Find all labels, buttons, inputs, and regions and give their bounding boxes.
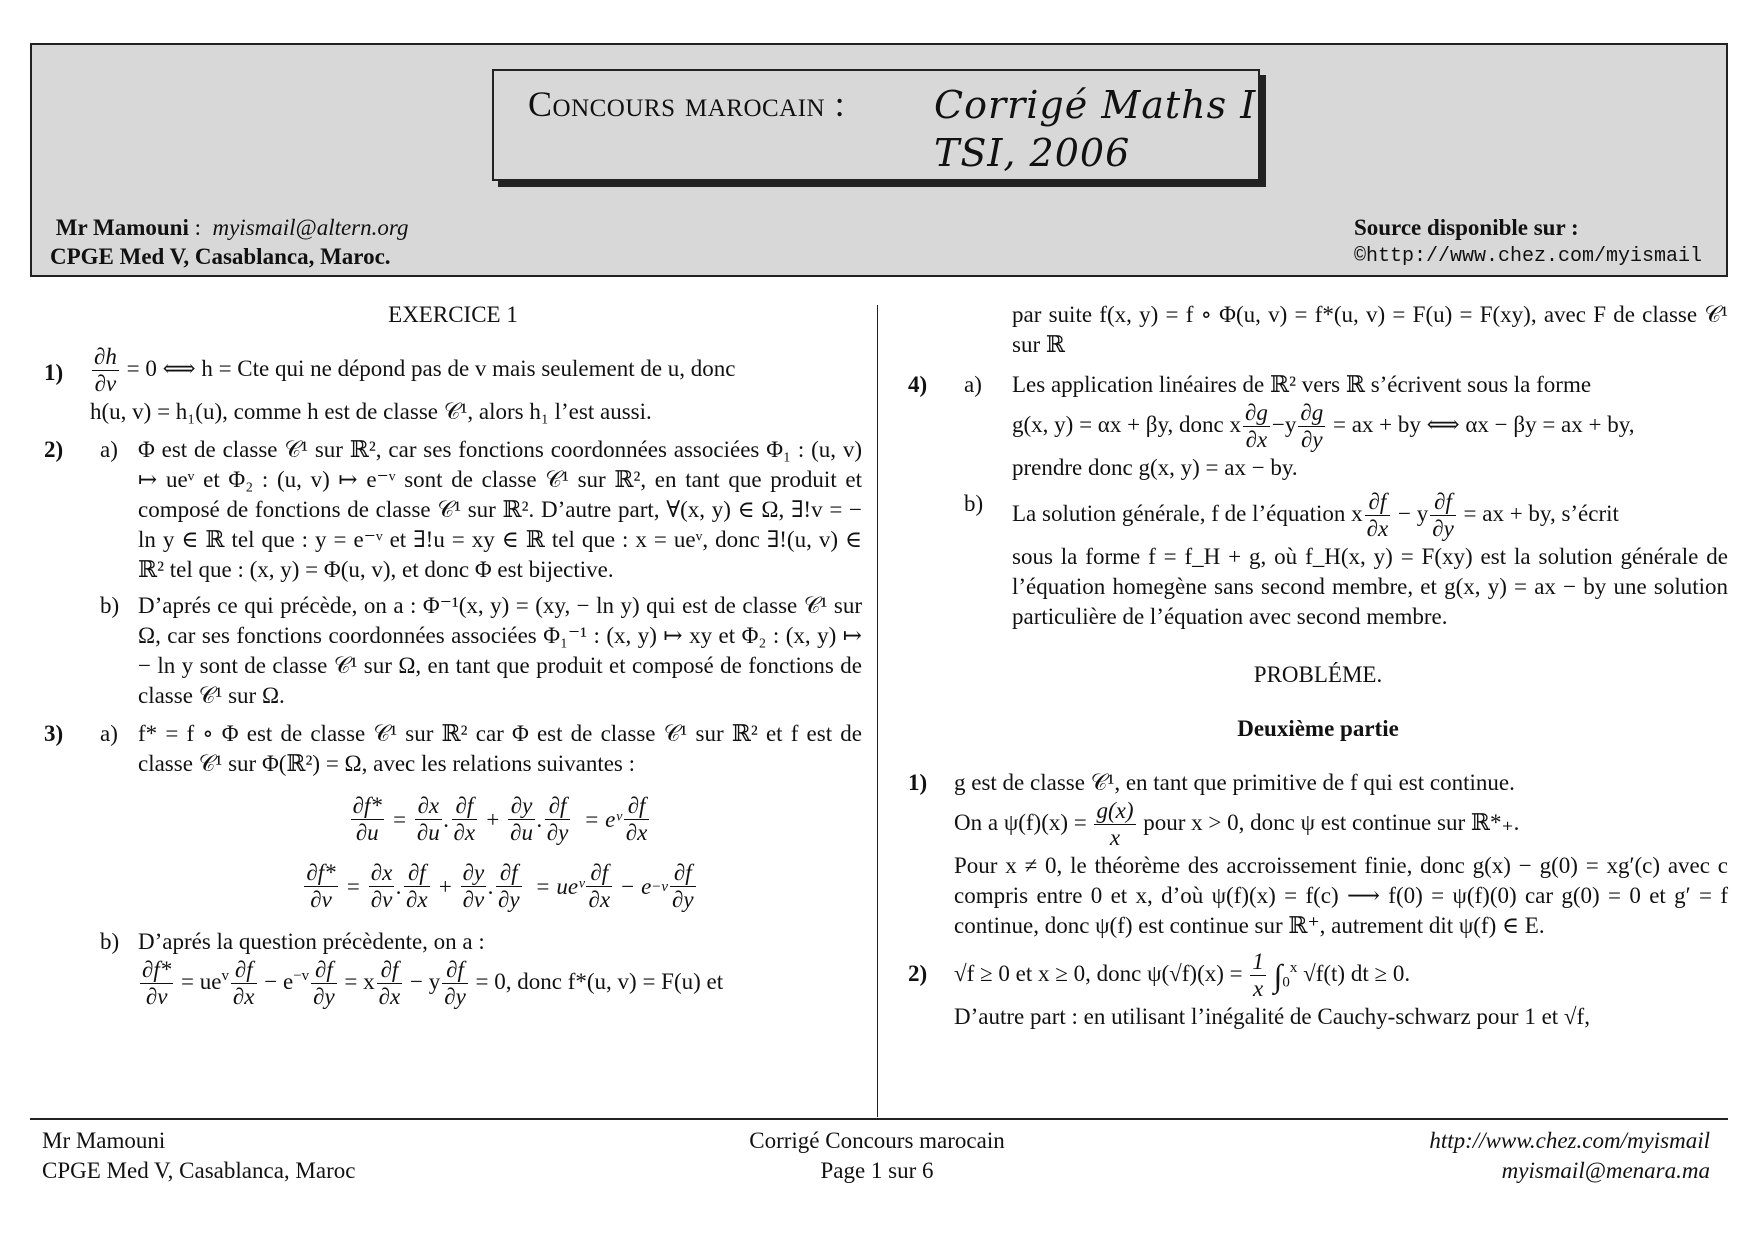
continuation-text: par suite f(x, y) = f ∘ Φ(u, v) = f*(u, v) = F(u) = F(xy), avec F de classe 𝒞¹ sur ℝ xyxy=(1012,302,1728,357)
p2-text-line1: √f ≥ 0 et x ≥ 0, donc ψ(√f)(x) = xyxy=(954,960,1243,986)
question-4a xyxy=(954,370,1728,483)
q1-text-line2: h(u, v) = h₁(u), comme h est de classe 𝒞¹, alors h₁ l’est aussi. xyxy=(90,399,652,424)
question-4b xyxy=(954,489,1728,632)
sub-label: b) xyxy=(964,491,984,516)
author-block: Mr Mamouni : myismail@altern.org CPGE Med V, Casablanca, Maroc. xyxy=(50,215,409,269)
q4a-formula: g(x, y) = αx + βy, donc x $\frac{\partial g}{\partial x}$ −y $\frac{\partial g}{\partial y}$ = ax + by ⟺ αx − βy = ax + by, xyxy=(1012,400,1635,452)
sub-label: a) xyxy=(964,372,982,397)
author-email[interactable]: myismail@altern.org xyxy=(212,215,409,240)
q4b-text-line3: sous la forme f = f_H + g, où f_H(x, y) = F(xy) est la solution générale de l’équation homegène sans second membre, et g(x, y) = ax − by une solution particulière de l’équation avec second membre. xyxy=(1012,544,1728,629)
title-competition: Concours marocain : xyxy=(528,84,846,124)
p2-text-line3: D’autre part : en utilisant l’inégalité de Cauchy-schwarz pour 1 et √f, xyxy=(954,1004,1590,1029)
question-3a xyxy=(90,719,862,913)
question-2b xyxy=(90,591,862,711)
title-box xyxy=(492,69,1260,181)
column-divider xyxy=(877,305,878,1117)
q4b-text-line1: La solution générale, f de l’équation x xyxy=(1012,500,1363,526)
right-column xyxy=(908,300,1728,1040)
question-number: 1) xyxy=(44,360,64,385)
q4a-text-line2: g(x, y) = αx + βy, donc x xyxy=(1012,411,1241,437)
footer-doc-title: Corrigé Concours marocain xyxy=(749,1128,1005,1153)
footer-rule xyxy=(30,1118,1728,1120)
title-subject-line2: TSI, 2006 xyxy=(934,131,1131,175)
title-subject xyxy=(934,81,1256,177)
footer-email[interactable]: myismail@menara.ma xyxy=(1501,1158,1710,1183)
q3b-text-line1: D’aprés la question précèdente, on a : xyxy=(138,929,485,954)
sub-label: a) xyxy=(100,721,118,746)
p2-formula: √f ≥ 0 et x ≥ 0, donc ψ(√f)(x) = $\frac{1}{x}$ $\int_0^x$ √f(t) dt ≥ 0. xyxy=(954,949,1411,1001)
question-2a xyxy=(90,435,862,585)
fraction-dh-dv: $\frac{\partial h}{\partial v}$ xyxy=(94,344,117,396)
q3b-formula: $\frac{\partial f*}{\partial v}$ = $ue^v$ $\frac{\partial f}{\partial x}$ − $e^{-v}$ $\frac{\partial f}{\partial y}$ = x $\frac{\partial f}{\partial x}$ − y $\frac{\partial f}{\partial y}$ = 0, donc f*(u, v) = F(u) et xyxy=(142,957,724,1009)
question-number: 2) xyxy=(44,437,64,462)
equation-2: $\frac{\partial f*}{\partial v}$ = $\frac{\partial x}{\partial v}$ . $\frac{\partial f}{\partial x}$ + $\frac{\partial y}{\partial v}$ . $\frac{\partial f}{\partial y}$ = ueᵛ $\frac{\partial f}{\partial x}$ − e −v $\frac{\partial f}{\partial y}$ xyxy=(306,860,694,912)
author-name: Mr Mamouni xyxy=(55,215,189,240)
p1-text-line3: pour x > 0, donc ψ est continue sur ℝ*₊. xyxy=(1143,809,1520,835)
question-4 xyxy=(908,370,1728,632)
q4b-text-line2: = ax + by, s’écrit xyxy=(1463,500,1619,526)
question-1 xyxy=(44,344,862,427)
q3b-text-line2: = 0, donc f*(u, v) = F(u) et xyxy=(475,968,724,994)
footer-url[interactable]: http://www.chez.com/myismail xyxy=(1429,1128,1710,1153)
eq1-rhs: = eᵛ xyxy=(583,806,622,832)
eq2-rhs: = ueᵛ xyxy=(535,873,585,899)
q4a-text-line4: prendre donc g(x, y) = ax − by. xyxy=(1012,455,1298,480)
footer-page-number: Page 1 sur 6 xyxy=(820,1158,934,1183)
q1-text-line1: = 0 ⟺ h = Cte qui ne dépond pas de v mais seulement de u, donc xyxy=(126,355,736,381)
p2-text-line2: √f(t) dt ≥ 0. xyxy=(1303,960,1411,986)
q2b-text: D’aprés ce qui précède, on a : Φ⁻¹(x, y) = (xy, − ln y) qui est de classe 𝒞¹ sur Ω, car ses fonctions coordonnées associées Φ₁⁻¹ : (x, y) ↦ xy et Φ₂ : (x, y) ↦ − ln y sont de classe 𝒞¹ sur Ω, en tant que produit et composé de fonctions de classe 𝒞¹ sur Ω. xyxy=(138,593,862,708)
footer-author: Mr Mamouni xyxy=(42,1128,166,1153)
institution: CPGE Med V, Casablanca, Maroc. xyxy=(50,244,391,269)
sub-label: a) xyxy=(100,437,118,462)
question-3b xyxy=(90,927,862,1010)
question-number: 3) xyxy=(44,721,64,746)
p1-text-line2: On a ψ(f)(x) = xyxy=(954,809,1087,835)
source-block xyxy=(1354,213,1702,271)
q4a-text-line1: Les application linéaires de ℝ² vers ℝ s’écrivent sous la forme xyxy=(1012,372,1592,397)
question-3 xyxy=(44,719,862,1010)
header-banner xyxy=(30,43,1728,277)
sub-label: b) xyxy=(100,593,120,618)
q3a-text: f* = f ∘ Φ est de classe 𝒞¹ sur ℝ² car Φ est de classe 𝒞¹ sur ℝ² et f est de classe 𝒞¹ sur Φ(ℝ²) = Ω, avec les relations suivantes : xyxy=(138,721,862,776)
source-url[interactable]: ©http://www.chez.com/myismail xyxy=(1353,245,1702,268)
question-2 xyxy=(44,435,862,711)
q2a-text: Φ est de classe 𝒞¹ sur ℝ², car ses fonctions coordonnées associées Φ₁ : (u, v) ↦ ueᵛ et Φ₂ : (u, v) ↦ e⁻ᵛ sont de classe 𝒞¹ sur ℝ², en tant que produit et composé de fonctions de classe 𝒞¹ sur ℝ². D’autre part, ∀(x, y) ∈ Ω, ∃!v = − ln y ∈ ℝ tel que : y = e⁻ᵛ et ∃!u = xy ∈ ℝ tel que : x = ueᵛ, donc ∃!(u, v) ∈ ℝ² tel que : (x, y) = Φ(u, v), et donc Φ est bijective. xyxy=(138,437,862,582)
footer-institution: CPGE Med V, Casablanca, Maroc xyxy=(42,1158,356,1183)
sub-label: b) xyxy=(100,929,120,954)
p1-formula: On a ψ(f)(x) = $\frac{g(x)}{x}$ pour x > 0, donc ψ est continue sur ℝ*₊. xyxy=(954,798,1520,850)
footer-right xyxy=(1429,1126,1710,1186)
question-number: 1) xyxy=(908,770,928,795)
problem-question-2 xyxy=(908,949,1728,1032)
part-title: Deuxième partie xyxy=(1237,716,1399,741)
left-column xyxy=(44,300,862,1018)
problem-question-1 xyxy=(908,768,1728,941)
question-number: 4) xyxy=(908,372,928,397)
problem-title: PROBLÉME. xyxy=(1253,662,1383,687)
source-label: Source disponible sur : xyxy=(1353,215,1579,240)
q4b-formula: La solution générale, f de l’équation x $\frac{\partial f}{\partial x}$ − y $\frac{\partial f}{\partial y}$ = ax + by, s’écrit xyxy=(1012,489,1619,541)
question-number: 2) xyxy=(908,961,928,986)
title-subject-line1: Corrigé Maths I xyxy=(934,83,1257,127)
exercise-title: EXERCICE 1 xyxy=(388,302,518,327)
q4a-text-line3: = ax + by ⟺ αx − βy = ax + by, xyxy=(1332,411,1635,437)
p1-text-line1: g est de classe 𝒞¹, en tant que primitive de f qui est continue. xyxy=(954,770,1515,795)
equation-1: $\frac{\partial f*}{\partial u}$ = $\frac{\partial x}{\partial u}$ . $\frac{\partial f}{\partial x}$ + $\frac{\partial y}{\partial u}$ . $\frac{\partial f}{\partial y}$ = eᵛ $\frac{\partial f}{\partial x}$ xyxy=(352,793,648,845)
p1-text-line4: Pour x ≠ 0, le théorème des accroissement finie, donc g(x) − g(0) = xg′(c) avec c compris entre 0 et x, d’où ψ(f)(x) = f(c) ⟶ f(0) = ψ(f)(0) car g(0) = 0 et g′ = f continue, donc ψ(f) est continue sur ℝ⁺, autrement dit ψ(f) ∈ E. xyxy=(954,853,1728,938)
